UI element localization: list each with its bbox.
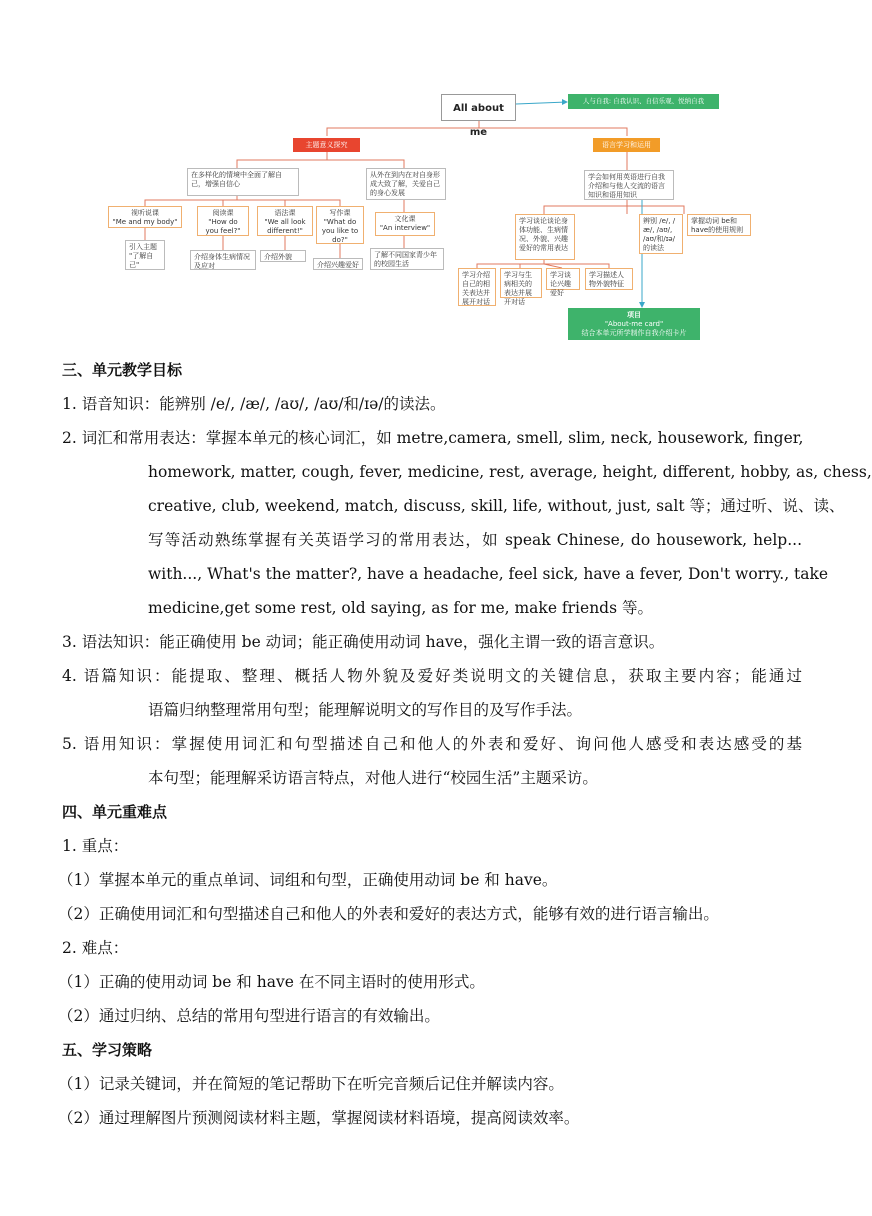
objective-2-line: 写等活动熟练掌握有关英语学习的常用表达，如 speak Chinese, do housework, help... — [148, 531, 802, 549]
right-leaf-node: 学习与生病相关的表达并展开对话 — [500, 268, 542, 298]
objective-2-line: homework, matter, cough, fever, medicine, rest, average, height, different, hobby, as, chess, — [148, 463, 872, 481]
theme-node: 人与自我: 自我认识、自信乐观、悦纳自我 — [568, 94, 719, 109]
difficulty-1: （1）正确的使用动词 be 和 have 在不同主语时的使用形式。 — [58, 973, 485, 991]
project-node — [568, 308, 700, 340]
objective-5-line: 本句型；能理解采访语言特点，对他人进行“校园生活”主题采访。 — [148, 769, 598, 787]
right-item-node: 辨别 /e/, /æ/, /aʊ/, /aʊ/和/ɪə/的读法 — [639, 214, 683, 254]
right-leaf-node: 学习介绍自己的相关表达并展开对话 — [458, 268, 496, 306]
objective-4-line: 4. 语篇知识：能提取、整理、概括人物外貌及爱好类说明文的关键信息，获取主要内容；能通过 — [62, 667, 802, 685]
root-node: All about me — [441, 94, 516, 121]
lesson-node: 语法课 "We all look different!" — [257, 206, 313, 236]
right-branch-node: 语言学习和运用 — [593, 138, 660, 152]
lesson-node: 视听说课 "Me and my body" — [108, 206, 182, 228]
lesson-node: 阅读课 "How do you feel?" — [197, 206, 249, 236]
unit-mind-map — [0, 0, 860, 350]
lesson-note: 介绍外貌 — [260, 250, 306, 262]
left-sub2-node: 从外在到内在对自身形成大致了解，关爱自己的身心发展 — [366, 168, 446, 200]
key-point-2: （2）正确使用词汇和句型描述自己和他人的外表和爱好的表达方式，能够有效的进行语言输出。 — [58, 905, 719, 923]
section-4-title: 四、单元重难点 — [62, 803, 168, 821]
objective-5-line: 5. 语用知识：掌握使用词汇和句型描述自己和他人的外表和爱好、询问他人感受和表达感受的基 — [62, 735, 802, 753]
difficulties-label: 2. 难点： — [62, 939, 129, 957]
right-sub-node: 学会如何用英语进行自我介绍和与他人交流的语言知识和语用知识 — [584, 170, 674, 200]
project-title: 项目 — [627, 311, 641, 319]
objective-2-line: creative, club, weekend, match, discuss, skill, life, without, just, salt 等；通过听、说、读、 — [148, 497, 845, 515]
objective-2-line: medicine,get some rest, old saying, as for me, make friends 等。 — [148, 599, 653, 617]
objective-2-line: 2. 词汇和常用表达：掌握本单元的核心词汇，如 metre,camera, smell, slim, neck, housework, finger, — [62, 429, 804, 447]
key-point-1: （1）掌握本单元的重点单词、词组和句型，正确使用动词 be 和 have。 — [58, 871, 558, 889]
strategy-2: （2）通过理解图片预测阅读材料主题，掌握阅读材料语境，提高阅读效率。 — [58, 1109, 580, 1127]
lesson-note: 引入主题 "了解自己" — [125, 240, 165, 270]
objective-2-line: with..., What's the matter?, have a headache, feel sick, have a fever, Don't worry., take — [148, 565, 829, 583]
objective-3: 3. 语法知识：能正确使用 be 动词；能正确使用动词 have，强化主谓一致的语言意识。 — [62, 633, 665, 651]
difficulty-2: （2）通过归纳、总结的常用句型进行语言的有效输出。 — [58, 1007, 440, 1025]
lesson-note: 介绍身体生病情况及应对 — [190, 250, 256, 270]
lesson-node: 文化课 "An interview" — [375, 212, 435, 236]
section-5-title: 五、学习策略 — [62, 1041, 153, 1059]
lesson-note: 了解不同国家青少年的校园生活 — [370, 248, 444, 270]
right-leaf-node: 学习谈论兴趣爱好 — [546, 268, 580, 290]
right-item-node: 掌握动词 be和have的使用规则 — [687, 214, 751, 236]
strategy-1: （1）记录关键词，并在简短的笔记帮助下在听完音频后记住并解读内容。 — [58, 1075, 564, 1093]
lesson-node: 写作课 "What do you like to do?" — [316, 206, 364, 244]
left-branch-node: 主题意义探究 — [293, 138, 360, 152]
right-item-node: 学习谈论谈论身体功能、生病情况、外貌、兴趣爱好的常用表达 — [515, 214, 575, 260]
key-points-label: 1. 重点： — [62, 837, 129, 855]
section-3-title: 三、单元教学目标 — [62, 361, 183, 379]
right-leaf-node: 学习描述人物外貌特征 — [585, 268, 633, 290]
project-desc: 结合本单元所学制作自我介绍卡片 — [581, 329, 687, 337]
lesson-note: 介绍兴趣爱好 — [313, 258, 363, 270]
left-sub1-node: 在多样化的情境中全面了解自己，增强自信心 — [187, 168, 299, 196]
objective-4-line: 语篇归纳整理常用句型；能理解说明文的写作目的及写作手法。 — [148, 701, 583, 719]
project-name: "About-me card" — [604, 320, 664, 328]
objective-1: 1. 语音知识：能辨别 /e/, /æ/, /aʊ/, /aʊ/和/ɪə/的读法。 — [62, 395, 446, 413]
